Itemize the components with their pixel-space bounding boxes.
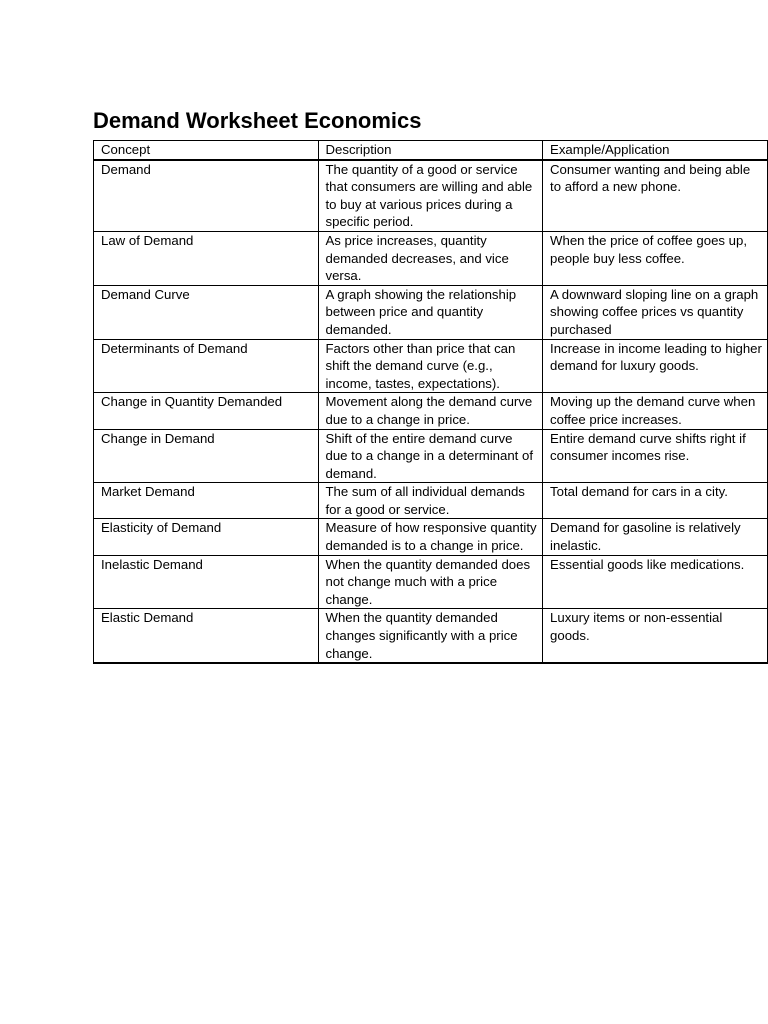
table-header-row bbox=[94, 141, 768, 160]
table-row bbox=[94, 339, 768, 393]
table-row bbox=[94, 519, 768, 555]
description-cell: Movement along the demand curve due to a change in price. bbox=[318, 393, 543, 429]
example-cell: Luxury items or non-essential goods. bbox=[543, 609, 768, 663]
concept-cell: Change in Demand bbox=[94, 429, 319, 483]
table-row bbox=[94, 160, 768, 232]
concept-cell: Law of Demand bbox=[94, 231, 319, 285]
page-title: Demand Worksheet Economics bbox=[93, 108, 422, 133]
description-cell: A graph showing the relationship between price and quantity demanded. bbox=[318, 285, 543, 339]
description-cell: Measure of how responsive quantity demanded is to a change in price. bbox=[318, 519, 543, 555]
example-cell: Essential goods like medications. bbox=[543, 555, 768, 609]
concept-cell: Change in Quantity Demanded bbox=[94, 393, 319, 429]
table-row bbox=[94, 285, 768, 339]
description-cell: The quantity of a good or service that consumers are willing and able to buy at various prices during a specific period. bbox=[318, 160, 543, 232]
example-cell: When the price of coffee goes up, people buy less coffee. bbox=[543, 231, 768, 285]
table-row bbox=[94, 429, 768, 483]
example-cell: Demand for gasoline is relatively inelastic. bbox=[543, 519, 768, 555]
concept-cell: Demand bbox=[94, 160, 319, 232]
table-row bbox=[94, 231, 768, 285]
header-concept: Concept bbox=[94, 141, 319, 160]
concept-cell: Market Demand bbox=[94, 483, 319, 519]
example-cell: Increase in income leading to higher demand for luxury goods. bbox=[543, 339, 768, 393]
concept-cell: Determinants of Demand bbox=[94, 339, 319, 393]
description-cell: Factors other than price that can shift the demand curve (e.g., income, tastes, expectations). bbox=[318, 339, 543, 393]
concept-cell: Elasticity of Demand bbox=[94, 519, 319, 555]
example-cell: Consumer wanting and being able to afford a new phone. bbox=[543, 160, 768, 232]
example-cell: Moving up the demand curve when coffee price increases. bbox=[543, 393, 768, 429]
concept-cell: Elastic Demand bbox=[94, 609, 319, 663]
description-cell: When the quantity demanded does not change much with a price change. bbox=[318, 555, 543, 609]
header-example: Example/Application bbox=[543, 141, 768, 160]
worksheet-table bbox=[93, 140, 768, 664]
example-cell: Total demand for cars in a city. bbox=[543, 483, 768, 519]
table-row bbox=[94, 393, 768, 429]
table-row bbox=[94, 483, 768, 519]
concept-cell: Demand Curve bbox=[94, 285, 319, 339]
table-row bbox=[94, 555, 768, 609]
concept-cell: Inelastic Demand bbox=[94, 555, 319, 609]
description-cell: The sum of all individual demands for a good or service. bbox=[318, 483, 543, 519]
description-cell: As price increases, quantity demanded decreases, and vice versa. bbox=[318, 231, 543, 285]
description-cell: Shift of the entire demand curve due to a change in a determinant of demand. bbox=[318, 429, 543, 483]
header-description: Description bbox=[318, 141, 543, 160]
example-cell: Entire demand curve shifts right if consumer incomes rise. bbox=[543, 429, 768, 483]
example-cell: A downward sloping line on a graph showing coffee prices vs quantity purchased bbox=[543, 285, 768, 339]
table-row bbox=[94, 609, 768, 663]
description-cell: When the quantity demanded changes significantly with a price change. bbox=[318, 609, 543, 663]
